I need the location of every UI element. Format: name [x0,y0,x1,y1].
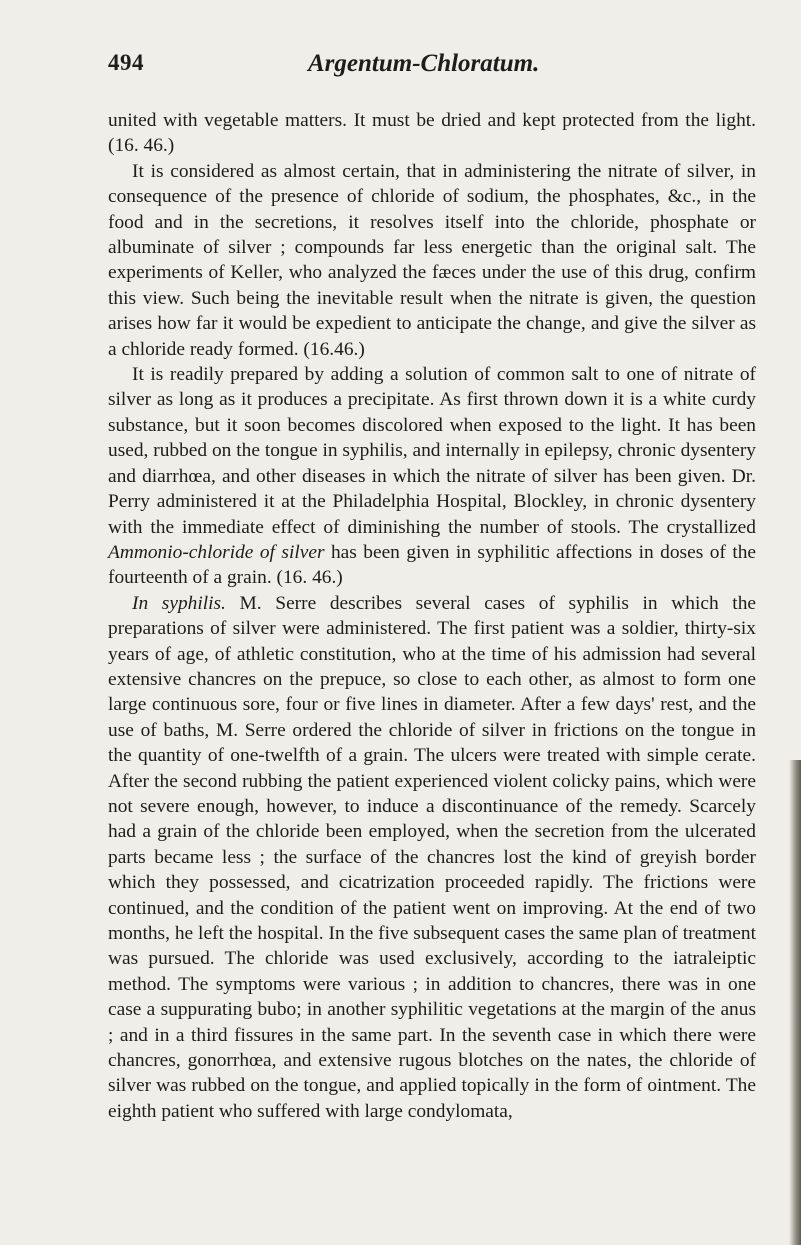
paragraph-3 [108,362,756,591]
section-heading-syphilis: In syphilis. [132,592,226,614]
paragraph-3-text-a: It is readily prepared by adding a solution of common salt to one of nitrate of silver as long as it produces a precipitate. As first thrown down it is a white curdy substance, but it soon becomes discolored when exposed to the light. It has been used, rubbed on the tongue in syphilis, and internally in epilepsy, chronic dysentery and diarrhœa, and other diseases in which the nitrate of silver has been given. Dr. Perry administered it at the Philadelphia Hospital, Blockley, in chronic dysentery with the immediate effect of diminishing the number of stools. The crystallized [108,364,756,538]
paragraph-3-text-b: has been given in syphilitic affections in doses of the fourteenth of a grain. (16. 46.) [108,541,757,589]
page-number: 494 [108,50,144,75]
ammonio-chloride-term: Ammonio-chloride of silver [108,541,325,563]
paragraph-4 [108,591,756,1125]
paragraph-2: It is considered as almost certain, that in administering the nitrate of silver, in consequence of the presence of chloride of sodium, the phosphates, &c., in the food and in the secretions, it resolves itself into the chloride, phosphate or albuminate of silver ; compounds far less energetic than the original salt. The experiments of Keller, who analyzed the fæces under the use of this drug, confirm this view. Such being the inevitable result when the nitrate is given, the question arises how far it would be expedient to anticipate the change, and give the silver as a chloride ready formed. (16.46.) [108,160,756,360]
page-edge-shadow [789,760,801,1245]
running-title: Argentum-Chloratum. [308,50,540,77]
paragraph-1: united with vegetable matters. It must be dried and kept protected from the light. (16. 46.) [108,110,756,157]
paragraph-4-text: M. Serre describes several cases of syphilis in which the preparations of silver were administered. The first patient was a soldier, thirty-six years of age, of athletic constitution, who at the time of his admission had several extensive chancres on the prepuce, so close to each other, as almost to form one large continuous sore, four or five lines in diameter. After a few days' rest, and the use of baths, M. Serre ordered the chloride of silver in frictions on the tongue in the quantity of one-twelfth of a grain. The ulcers were treated with simple cerate. After the second rubbing the patient experienced violent colicky pains, which were not severe enough, however, to induce a discontinuance of the remedy. Scarcely had a grain of the chloride been employed, when the secretion from the ulcerated parts became less ; the surface of the chancres lost the kind of greyish border which they possessed, and cicatrization proceeded rapidly. The frictions were continued, and the condition of the patient went on improving. At the end of two months, he left the hospital. In the five subsequent cases the same plan of treatment was pursued. The chloride was used exclusively, according to the iatraleiptic method. The symptoms were various ; in addition to chancres, there was in one case a suppurating bubo; in another syphilitic vegetations at the margin of the anus ; and in a third fissures in the same part. In the seventh case in which there were chancres, gonorrhœa, and extensive rugous blotches on the nates, the chloride of silver was rubbed on the tongue, and applied topically in the form of ointment. The eighth patient who suffered with large condylomata, [108,592,756,1122]
running-head [108,50,748,86]
body-text [108,108,756,1124]
